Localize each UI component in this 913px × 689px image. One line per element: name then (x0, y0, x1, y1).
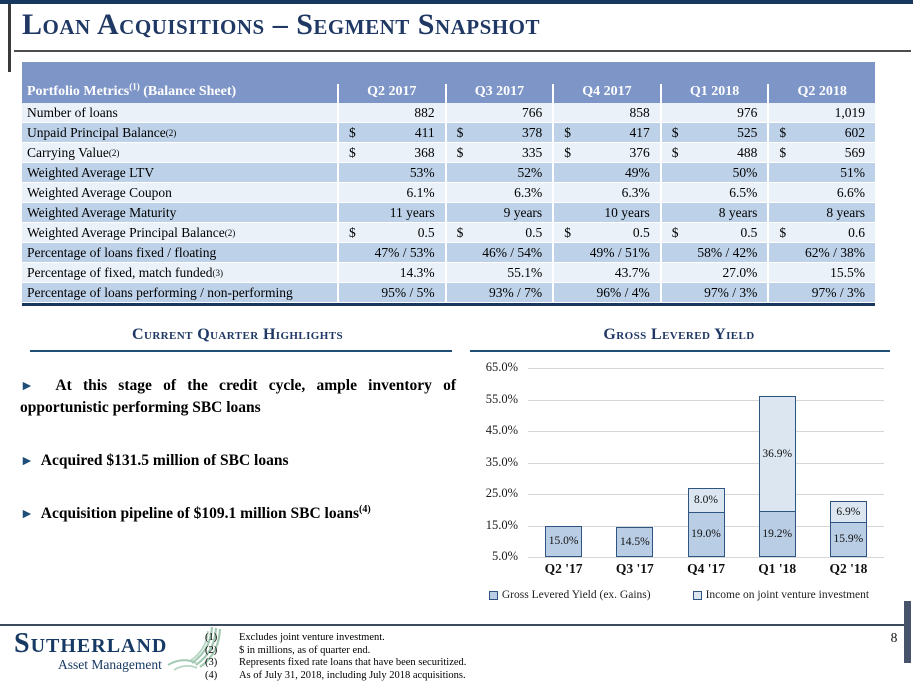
cell-value: 93% / 7% (488, 284, 543, 300)
bar-q217 (545, 526, 582, 558)
table-cell (337, 243, 445, 262)
table-cell (445, 203, 553, 222)
table-cell (660, 103, 768, 122)
row-label: Number of loans (27, 104, 118, 120)
y-tick-label: 65.0% (485, 360, 518, 374)
header-metrics-sup: (1) (129, 81, 140, 92)
footnote-num: (1) (205, 632, 218, 643)
table-header-cell: Q4 2017 (552, 84, 660, 103)
cell-value: 50% (732, 164, 758, 180)
cell-value: 47% / 53% (374, 244, 435, 260)
table-cell (767, 223, 875, 242)
table-cell (767, 263, 875, 282)
cell-value: 368 (414, 144, 435, 160)
table-cell (337, 143, 445, 162)
table-cell (445, 183, 553, 202)
currency-symbol: $ (456, 144, 464, 160)
cell-value: 569 (844, 144, 865, 160)
bullet-item (20, 503, 456, 525)
currency-symbol: $ (564, 124, 571, 140)
table-cell (552, 223, 660, 242)
table-header-label (22, 81, 337, 103)
x-tick-label: Q1 '18 (758, 561, 797, 576)
cell-value: 0.5 (740, 224, 758, 240)
currency-symbol: $ (779, 144, 787, 160)
currency-symbol: $ (456, 224, 464, 240)
page-number: 8 (890, 630, 898, 645)
footer-rule (0, 624, 904, 626)
cell-value: 15.5% (830, 264, 865, 280)
bar-segment-primary: 19.2% (759, 512, 796, 557)
row-label: Weighted Average Principal Balance (2) (27, 224, 236, 240)
table-cell (552, 183, 660, 202)
table-row (22, 283, 875, 303)
table-cell (660, 243, 768, 262)
table-cell (660, 223, 768, 242)
page-title: Loan Acquisitions – Segment Snapshot (22, 8, 540, 41)
cell-value: 97% / 3% (811, 284, 865, 300)
table-cell (552, 103, 660, 122)
chart-x-axis (528, 561, 884, 577)
table-cell (552, 123, 660, 142)
currency-symbol: $ (564, 144, 571, 160)
row-label: Percentage of loans performing / non-performing (27, 284, 293, 300)
row-label: Weighted Average Maturity (27, 204, 177, 220)
table-row (22, 163, 875, 183)
currency-symbol: $ (564, 224, 571, 240)
footnote-row (205, 670, 535, 683)
gridline (528, 557, 884, 558)
bullet-arrow-icon: ► (20, 454, 34, 469)
table-cell (552, 283, 660, 302)
table-row (22, 263, 875, 283)
table-cell (445, 163, 553, 182)
table-cell (767, 163, 875, 182)
currency-symbol: $ (456, 124, 464, 140)
portfolio-metrics-table (22, 62, 875, 306)
cell-value: 0.5 (525, 224, 543, 240)
cell-value: 53% (409, 164, 435, 180)
table-cell (337, 183, 445, 202)
table-cell (767, 243, 875, 262)
cell-value: 10 years (604, 204, 650, 220)
table-row (22, 123, 875, 143)
cell-value: 525 (737, 124, 758, 140)
table-cell (660, 183, 768, 202)
table-body (22, 103, 875, 303)
cell-value: 335 (521, 144, 543, 160)
cell-value: 8 years (718, 204, 758, 220)
top-border (0, 0, 913, 4)
table-cell (445, 103, 553, 122)
legend-label: Income on joint venture investment (705, 589, 870, 601)
y-tick-label: 25.0% (485, 486, 518, 500)
y-tick-label: 35.0% (485, 454, 518, 469)
currency-symbol: $ (349, 124, 356, 140)
bullet-text: Acquired $131.5 million of SBC loans (40, 452, 289, 469)
table-cell (767, 183, 875, 202)
cell-value: 976 (737, 104, 758, 120)
currency-symbol: $ (671, 144, 679, 160)
cell-value: 858 (629, 104, 650, 120)
row-label: Weighted Average LTV (27, 164, 155, 180)
table-cell (660, 143, 768, 162)
table-cell (445, 223, 553, 242)
table-cell (337, 223, 445, 242)
cell-value: 58% / 42% (697, 244, 758, 260)
cell-value: 49% (625, 164, 650, 180)
currency-symbol: $ (671, 124, 679, 140)
table-cell (767, 203, 875, 222)
table-cell (660, 283, 768, 302)
bullet-item (20, 450, 456, 472)
chart-title: Gross Levered Yield (603, 326, 755, 343)
x-tick-label: Q2 '17 (544, 561, 583, 576)
table-cell (337, 123, 445, 142)
table-header-row (22, 62, 875, 103)
cell-value: 0.5 (632, 224, 650, 240)
title-rule (14, 50, 911, 52)
table-row (22, 243, 875, 263)
table-cell (552, 203, 660, 222)
logo-name: Sutherland (14, 628, 168, 659)
table-cell (445, 243, 553, 262)
bullet-arrow-icon: ► (20, 379, 34, 394)
highlights-rule (30, 350, 452, 352)
currency-symbol: $ (671, 224, 679, 240)
table-cell (337, 103, 445, 122)
cell-value: 6.6% (836, 184, 865, 200)
row-label: Unpaid Principal Balance (2) (27, 124, 177, 140)
cell-value: 51% (840, 164, 865, 180)
x-tick-label: Q3 '17 (615, 561, 654, 576)
bullet-sup: (4) (359, 503, 371, 515)
cell-value: 97% / 3% (704, 284, 758, 300)
cell-value: 95% / 5% (381, 284, 435, 300)
chart-plot (528, 368, 884, 557)
table-cell (660, 163, 768, 182)
bar-q118 (759, 396, 796, 557)
bullet-arrow-icon: ► (20, 507, 34, 522)
currency-symbol: $ (349, 144, 356, 160)
row-label: Percentage of loans fixed / floating (27, 244, 217, 260)
bar-segment-secondary: 36.9% (759, 396, 796, 512)
y-tick-label: 15.0% (485, 517, 518, 532)
row-label: Weighted Average Coupon (27, 184, 172, 200)
y-tick-label: 5.0% (491, 549, 518, 563)
legend-marker-primary (489, 591, 498, 600)
row-label: Percentage of fixed, match funded (3) (27, 264, 224, 280)
legend-label: Gross Levered Yield (ex. Gains) (501, 589, 651, 601)
cell-value: 417 (629, 124, 650, 140)
bullet-text: Acquisition pipeline of $109.1 million SBC loans (40, 505, 360, 522)
table-bottom-border (22, 303, 875, 306)
table-cell (767, 103, 875, 122)
footer-accent-bar (904, 601, 911, 663)
table-row (22, 203, 875, 223)
footnote-text: Excludes joint venture investment. (239, 632, 385, 643)
table-cell (445, 123, 553, 142)
gridline (528, 368, 884, 369)
cell-value: 55.1% (507, 264, 543, 280)
currency-symbol: $ (349, 224, 356, 240)
table-cell (445, 263, 553, 282)
table-cell (445, 143, 553, 162)
bar-segment-primary: 19.0% (688, 513, 725, 557)
cell-value: 96% / 4% (596, 284, 650, 300)
cell-value: 43.7% (614, 264, 650, 280)
y-tick-label: 55.0% (485, 391, 518, 406)
table-cell (445, 283, 553, 302)
cell-value: 0.6 (848, 224, 865, 240)
bar-segment-secondary: 8.0% (688, 488, 725, 513)
footnote-num: (2) (205, 644, 218, 656)
header-metrics-suffix: (Balance Sheet) (139, 84, 237, 99)
logo-subtitle: Asset Management (58, 657, 162, 672)
company-logo (14, 629, 214, 681)
bar-segment-primary: 15.9% (830, 523, 867, 557)
cell-value: 6.3% (621, 184, 650, 200)
row-label: Carrying Value (2) (27, 144, 120, 160)
bar-q218 (830, 501, 867, 557)
table-cell (767, 283, 875, 302)
bar-segment-primary: 14.5% (616, 527, 653, 557)
bar-segment-primary: 15.0% (545, 526, 582, 558)
chart-legend (468, 589, 890, 601)
cell-value: 6.3% (514, 184, 543, 200)
cell-value: 602 (844, 124, 865, 140)
table-cell (552, 263, 660, 282)
table-cell (767, 143, 875, 162)
legend-marker-secondary (693, 591, 702, 600)
cell-value: 6.5% (729, 184, 758, 200)
table-header-cell: Q1 2018 (660, 84, 768, 103)
cell-value: 411 (414, 124, 435, 140)
x-tick-label: Q4 '17 (687, 561, 725, 576)
currency-symbol: $ (779, 224, 787, 240)
gridline (528, 463, 884, 464)
table-row (22, 103, 875, 123)
table-header-cell: Q2 2018 (767, 84, 875, 103)
currency-symbol: $ (779, 124, 787, 140)
cell-value: 378 (521, 124, 543, 140)
cell-value: 14.3% (399, 264, 435, 280)
bar-q317 (616, 527, 653, 557)
cell-value: 882 (414, 104, 435, 120)
gridline (528, 400, 884, 401)
footnote-num: (3) (205, 657, 218, 668)
cell-value: 9 years (503, 204, 543, 220)
table-cell (660, 123, 768, 142)
table-row (22, 143, 875, 163)
footnote-num: (4) (205, 669, 218, 681)
cell-value: 766 (521, 104, 543, 120)
header-metrics-text: Portfolio Metrics (27, 84, 130, 99)
highlights-title: Current Quarter Highlights (132, 326, 343, 343)
title-accent-line (8, 4, 11, 72)
gridline (528, 431, 884, 432)
cell-value: 52% (517, 164, 543, 180)
chart-rule (470, 350, 890, 352)
table-header-cell: Q3 2017 (445, 84, 553, 103)
table-cell (660, 203, 768, 222)
footnote-text: $ in millions, as of quarter end. (239, 644, 371, 656)
footnote-text: As of July 31, 2018, including July 2018 acquisitions. (239, 669, 466, 681)
bullet-text: At this stage of the credit cycle, ample inventory of opportunistic performing SBC loans (20, 377, 456, 417)
x-tick-label: Q2 '18 (829, 561, 868, 576)
cell-value: 376 (629, 144, 650, 160)
table-cell (337, 163, 445, 182)
cell-value: 27.0% (722, 264, 758, 280)
footnote-row (205, 632, 535, 645)
table-cell (552, 143, 660, 162)
table-cell (337, 203, 445, 222)
bullet-item (20, 375, 456, 420)
footnote-row (205, 657, 535, 670)
cell-value: 8 years (826, 204, 865, 220)
cell-value: 488 (737, 144, 758, 160)
bar-segment-secondary: 6.9% (830, 501, 867, 523)
footnotes (205, 632, 535, 682)
cell-value: 1,019 (834, 104, 865, 120)
cell-value: 46% / 54% (482, 244, 543, 260)
table-cell (337, 263, 445, 282)
table-row (22, 223, 875, 243)
table-header-cell: Q2 2017 (337, 84, 445, 103)
footnote-row (205, 645, 535, 658)
table-cell (552, 243, 660, 262)
footnote-text: Represents fixed rate loans that have been securitized. (239, 657, 467, 668)
legend-item (693, 589, 870, 601)
bar-q417 (688, 488, 725, 557)
table-cell (767, 123, 875, 142)
cell-value: 49% / 51% (589, 244, 650, 260)
legend-item (489, 589, 651, 601)
table-cell (660, 263, 768, 282)
cell-value: 11 years (389, 204, 435, 220)
table-cell (337, 283, 445, 302)
y-tick-label: 45.0% (485, 423, 518, 437)
cell-value: 0.5 (417, 224, 435, 240)
table-row (22, 183, 875, 203)
cell-value: 62% / 38% (804, 244, 865, 260)
table-cell (552, 163, 660, 182)
cell-value: 6.1% (406, 184, 435, 200)
